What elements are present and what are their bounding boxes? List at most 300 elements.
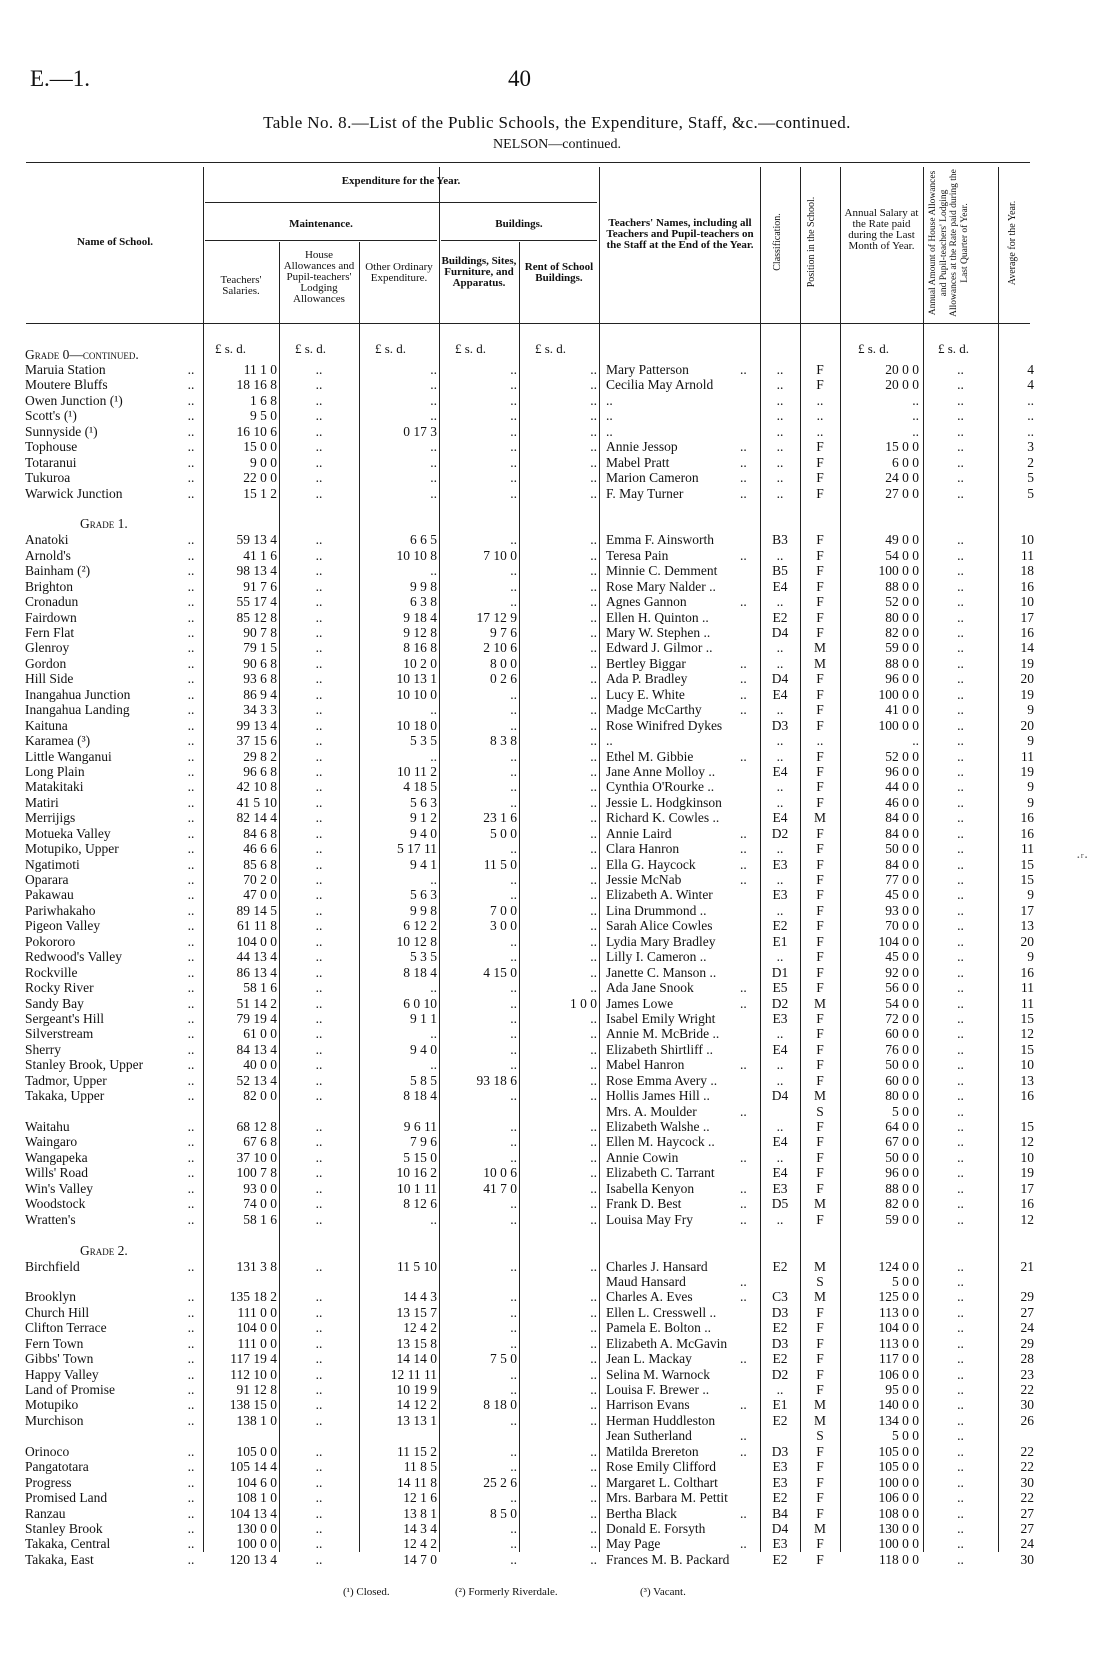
table-title: Table No. 8.—List of the Public Schools, the Expenditure, Staff, &c.—continued. <box>263 113 851 132</box>
school-name: Happy Valley <box>25 1366 99 1382</box>
cell-allow: .. <box>957 609 964 625</box>
school-name: Tukuroa <box>25 470 71 486</box>
cell-pos: M <box>813 1196 826 1212</box>
header-buildings-sites: Buildings, Sites, Furniture, and Apparatus. <box>441 255 517 289</box>
school-name: Pokororo <box>25 933 76 949</box>
cell-allow: .. <box>957 1412 964 1428</box>
cell-other: 11 5 10 <box>397 1258 437 1274</box>
table-row <box>0 1367 1114 1382</box>
cell-avg: 27 <box>1020 1304 1034 1320</box>
table-row <box>0 439 1114 454</box>
table-row <box>0 841 1114 856</box>
cell-rent: .. <box>590 1211 597 1227</box>
cell-sal: 86 13 4 <box>236 964 277 980</box>
cell-ann: 84 0 0 <box>885 810 919 826</box>
school-name: Karamea (³) <box>25 733 91 749</box>
table-row <box>0 903 1114 918</box>
leader-dots: .. <box>740 1057 747 1073</box>
cell-ann: 104 0 0 <box>878 933 919 949</box>
cell-ann: 27 0 0 <box>885 485 919 501</box>
school-name: Inangahua Junction <box>25 686 131 702</box>
cell-house: .. <box>315 547 323 563</box>
cell-other: 5 17 11 <box>397 841 437 857</box>
cell-house: .. <box>315 1149 323 1165</box>
cell-rent: .. <box>590 918 597 934</box>
table-row <box>0 377 1114 392</box>
teacher-name: Maud Hansard <box>606 1273 686 1289</box>
unit-label: £ s. d. <box>215 341 247 356</box>
cell-pos: F <box>816 949 824 965</box>
header-buildings: Buildings. <box>495 218 543 230</box>
cell-other: 13 15 8 <box>396 1335 437 1351</box>
cell-rent: .. <box>590 841 597 857</box>
cell-ann: 108 0 0 <box>878 1505 919 1521</box>
cell-allow: .. <box>957 625 964 640</box>
cell-rent: .. <box>590 1072 597 1088</box>
table-row <box>0 1521 1114 1536</box>
cell-house: .. <box>315 532 323 548</box>
teacher-name: Jessie L. Hodgkinson <box>606 794 722 810</box>
cell-cls: .. <box>776 1057 784 1073</box>
leader-dots: .. <box>187 1382 195 1397</box>
cell-house: .. <box>315 1397 323 1413</box>
cell-ann: .. <box>912 392 919 408</box>
school-name: Fern Flat <box>25 625 75 640</box>
leader-dots: .. <box>187 594 195 610</box>
cell-cls: E3 <box>772 1010 788 1026</box>
page-number: 40 <box>508 66 531 91</box>
cell-avg: 15 <box>1020 856 1034 872</box>
table-row <box>0 1104 1114 1119</box>
cell-house: .. <box>315 779 323 795</box>
teacher-name: Elizabeth A. McGavin <box>606 1335 728 1351</box>
cell-sal: 55 17 4 <box>236 594 277 610</box>
leader-dots: .. <box>187 1459 195 1475</box>
cell-build: 8 5 0 <box>490 1505 517 1521</box>
table-row <box>0 949 1114 964</box>
cell-build: .. <box>510 392 517 408</box>
cell-other: 5 8 5 <box>410 1072 437 1088</box>
cell-ann: 106 0 0 <box>878 1490 919 1506</box>
cell-house: .. <box>315 1088 323 1104</box>
cell-build: 9 7 6 <box>490 625 517 640</box>
cell-ann: 44 0 0 <box>885 779 919 795</box>
cell-sal: 111 0 0 <box>237 1304 277 1320</box>
cell-pos: F <box>816 887 824 903</box>
table-row <box>0 532 1114 547</box>
cell-house: .. <box>315 1551 323 1567</box>
cell-house: .. <box>315 918 323 934</box>
leader-dots: .. <box>187 1351 195 1367</box>
cell-allow: .. <box>957 1320 964 1336</box>
cell-sal: 105 14 4 <box>229 1459 277 1475</box>
table-row <box>0 826 1114 841</box>
table-row <box>0 1536 1114 1551</box>
cell-house: .. <box>315 686 323 702</box>
cell-cls: E5 <box>772 980 788 996</box>
cell-avg: 9 <box>1027 779 1034 795</box>
leader-dots: .. <box>187 933 195 949</box>
cell-house: .. <box>315 625 323 640</box>
cell-ann: 20 0 0 <box>885 377 919 393</box>
cell-pos: F <box>816 794 824 810</box>
cell-avg: 19 <box>1020 763 1034 779</box>
cell-other: 9 9 8 <box>410 902 437 918</box>
document-reference: E.—1. <box>30 66 91 91</box>
cell-sal: 37 10 0 <box>236 1149 277 1165</box>
cell-sal: 37 15 6 <box>236 733 277 749</box>
cell-allow: .. <box>957 655 964 671</box>
cell-sal: 15 0 0 <box>243 439 277 455</box>
cell-pos: F <box>816 1335 824 1351</box>
cell-pos: F <box>816 872 824 887</box>
cell-allow: .. <box>957 1443 964 1459</box>
cell-house: .. <box>315 1057 323 1073</box>
cell-avg: 28 <box>1020 1351 1034 1367</box>
leader-dots: .. <box>187 1165 195 1181</box>
cell-build: .. <box>510 995 517 1011</box>
cell-allow: .. <box>957 949 964 965</box>
cell-house: .. <box>315 439 323 455</box>
leader-dots: .. <box>187 1134 195 1150</box>
cell-house: .. <box>315 392 323 408</box>
leader-dots: .. <box>740 980 747 996</box>
cell-allow: .. <box>957 423 964 439</box>
cell-sal: 47 0 0 <box>243 887 277 903</box>
cell-other: 9 4 1 <box>410 856 437 872</box>
school-name: Tadmor, Upper <box>25 1072 107 1088</box>
table-row <box>0 1150 1114 1165</box>
grade-heading: Grade 0—continued. <box>25 347 139 362</box>
leader-dots: .. <box>740 702 747 718</box>
cell-ann: 80 0 0 <box>885 609 919 625</box>
school-name: Wangapeka <box>25 1149 88 1165</box>
cell-cls: E3 <box>772 887 788 903</box>
leader-dots: .. <box>740 686 747 702</box>
leader-dots: .. <box>187 1320 195 1336</box>
cell-avg: 16 <box>1020 625 1034 640</box>
cell-ann: .. <box>912 408 919 424</box>
leader-dots: .. <box>187 377 195 393</box>
cell-cls: E3 <box>772 1536 788 1552</box>
cell-build: .. <box>510 1057 517 1073</box>
table-row <box>0 764 1114 779</box>
cell-rent: .. <box>590 1382 597 1397</box>
cell-sal: 79 1 5 <box>243 640 277 656</box>
cell-other: 14 7 0 <box>403 1551 437 1567</box>
cell-ann: 54 0 0 <box>885 995 919 1011</box>
header-teachers-names: Teachers' Names, including all Teachers and Pupil-teachers on the Staff at the End of the Year. <box>606 217 754 251</box>
cell-build: .. <box>510 980 517 996</box>
leader-dots: .. <box>187 470 195 486</box>
cell-other: 9 18 4 <box>403 609 437 625</box>
cell-sal: 9 0 0 <box>250 454 277 470</box>
leader-dots: .. <box>187 1010 195 1026</box>
cell-ann: 95 0 0 <box>885 1382 919 1397</box>
cell-avg: 24 <box>1020 1536 1034 1552</box>
cell-pos: F <box>816 1351 824 1367</box>
school-name: Stanley Brook <box>25 1520 103 1536</box>
cell-ann: 59 0 0 <box>885 1211 919 1227</box>
table-row <box>0 455 1114 470</box>
cell-sal: 120 13 4 <box>229 1551 277 1567</box>
leader-dots: .. <box>187 625 195 640</box>
cell-house: .. <box>315 902 323 918</box>
teacher-name: Annie Laird <box>606 825 672 841</box>
cell-other: .. <box>430 748 437 764</box>
leader-dots: .. <box>187 1180 195 1196</box>
cell-pos: M <box>813 1520 826 1536</box>
teacher-name: May Page <box>606 1536 661 1552</box>
cell-cls: D2 <box>771 995 789 1011</box>
cell-house: .. <box>315 423 323 439</box>
teacher-name: Elizabeth Walshe .. <box>606 1119 710 1134</box>
cell-house: .. <box>315 1072 323 1088</box>
cell-ann: 140 0 0 <box>878 1397 919 1413</box>
school-name: Little Wanganui <box>25 748 112 764</box>
cell-allow: .. <box>957 470 964 486</box>
cell-house: .. <box>315 1335 323 1351</box>
teacher-name: Ella G. Haycock <box>606 856 696 872</box>
expenditure-rule <box>205 202 597 203</box>
cell-cls: .. <box>776 423 784 439</box>
teacher-name: Mary W. Stephen .. <box>606 625 711 640</box>
leader-dots: .. <box>187 1088 195 1104</box>
cell-ann: 45 0 0 <box>885 887 919 903</box>
cell-allow: .. <box>957 825 964 841</box>
cell-build: .. <box>510 578 517 594</box>
cell-house: .. <box>315 470 323 486</box>
cell-cls: .. <box>776 1211 784 1227</box>
teacher-name: Rose Mary Nalder .. <box>606 578 716 594</box>
cell-house: .. <box>315 454 323 470</box>
cell-other: 14 11 8 <box>397 1474 437 1490</box>
cell-pos: F <box>816 563 824 579</box>
cell-pos: F <box>816 470 824 486</box>
cell-cls: E4 <box>772 763 788 779</box>
cell-build: 3 0 0 <box>490 918 517 934</box>
teacher-name: Jessie McNab <box>606 872 682 887</box>
teacher-name: Lilly I. Cameron .. <box>606 949 707 965</box>
school-name: Orinoco <box>25 1443 70 1459</box>
cell-rent: .. <box>590 1304 597 1320</box>
cell-ann: 100 0 0 <box>878 717 919 733</box>
cell-allow: .. <box>957 1072 964 1088</box>
cell-pos: F <box>816 1072 824 1088</box>
leader-dots: .. <box>187 964 195 980</box>
cell-pos: M <box>813 655 826 671</box>
school-name: Pigeon Valley <box>25 918 101 934</box>
cell-house: .. <box>315 1351 323 1367</box>
teacher-name: Louisa F. Brewer .. <box>606 1382 710 1397</box>
cell-build: .. <box>510 1536 517 1552</box>
cell-sal: 84 13 4 <box>236 1041 277 1057</box>
leader-dots: .. <box>187 392 195 408</box>
leader-dots: .. <box>740 856 747 872</box>
cell-ann: .. <box>912 733 919 749</box>
teacher-name: .. <box>606 408 613 424</box>
cell-sal: 104 6 0 <box>236 1474 277 1490</box>
teacher-name: Marion Cameron <box>606 470 699 486</box>
cell-cls: E2 <box>772 1412 788 1428</box>
cell-build: 25 2 6 <box>483 1474 517 1490</box>
cell-allow: .. <box>957 686 964 702</box>
header-teachers-salaries: Teachers' Salaries. <box>220 274 262 297</box>
table-row <box>0 424 1114 439</box>
cell-house: .. <box>315 964 323 980</box>
cell-house: .. <box>315 1165 323 1181</box>
cell-ann: 49 0 0 <box>885 532 919 548</box>
cell-avg: 12 <box>1020 1026 1034 1042</box>
cell-ann: 134 0 0 <box>878 1412 919 1428</box>
cell-build: .. <box>510 1088 517 1104</box>
school-name: Clifton Terrace <box>25 1320 107 1336</box>
cell-build: 23 1 6 <box>483 810 517 826</box>
cell-ann: 92 0 0 <box>885 964 919 980</box>
school-name: Church Hill <box>25 1304 90 1320</box>
school-name: Gordon <box>25 655 67 671</box>
cell-cls: E2 <box>772 609 788 625</box>
cell-cls: E3 <box>772 1474 788 1490</box>
cell-rent: .. <box>590 1505 597 1521</box>
cell-sal: 61 11 8 <box>237 918 277 934</box>
cell-cls: .. <box>776 733 784 749</box>
table-row <box>0 687 1114 702</box>
cell-ann: 54 0 0 <box>885 547 919 563</box>
grade-heading-row <box>0 347 1114 362</box>
cell-cls: D3 <box>771 717 789 733</box>
teacher-name: Selina M. Warnock <box>606 1366 711 1382</box>
cell-build: .. <box>510 763 517 779</box>
cell-rent: .. <box>590 733 597 749</box>
leader-dots: .. <box>740 1273 747 1289</box>
cell-ann: 5 0 0 <box>892 1103 919 1119</box>
cell-house: .. <box>315 733 323 749</box>
cell-pos: M <box>813 1397 826 1413</box>
cell-build: .. <box>510 1520 517 1536</box>
cell-cls: .. <box>776 1072 784 1088</box>
cell-pos: F <box>816 1382 824 1397</box>
cell-allow: .. <box>957 1551 964 1567</box>
grade-heading: Grade 1. <box>80 516 128 532</box>
cell-ann: 84 0 0 <box>885 856 919 872</box>
cell-cls: .. <box>776 408 784 424</box>
cell-build: .. <box>510 702 517 718</box>
school-name: Matiri <box>25 794 59 810</box>
school-name: Moutere Bluffs <box>25 377 108 393</box>
cell-other: .. <box>430 1211 437 1227</box>
cell-build: 8 3 8 <box>490 733 517 749</box>
cell-pos: F <box>816 1474 824 1490</box>
cell-other: 11 8 5 <box>403 1459 437 1475</box>
leader-dots: .. <box>740 1103 747 1119</box>
cell-cls: .. <box>776 1382 784 1397</box>
cell-pos: F <box>816 980 824 996</box>
cell-pos: F <box>816 1165 824 1181</box>
cell-pos: F <box>816 702 824 718</box>
cell-avg: 23 <box>1020 1366 1034 1382</box>
cell-sal: 29 8 2 <box>243 748 277 764</box>
cell-allow: .. <box>957 980 964 996</box>
footnote: (¹) Closed. <box>343 1586 390 1598</box>
table-row <box>0 1413 1114 1428</box>
cell-other: 5 6 3 <box>410 794 437 810</box>
cell-build: .. <box>510 1211 517 1227</box>
cell-ann: 77 0 0 <box>885 872 919 887</box>
cell-ann: 100 0 0 <box>878 1536 919 1552</box>
cell-cls: E4 <box>772 1134 788 1150</box>
cell-allow: .. <box>957 671 964 687</box>
table-row <box>0 640 1114 655</box>
cell-house: .. <box>315 1180 323 1196</box>
leader-dots: .. <box>740 1443 747 1459</box>
table-row <box>0 610 1114 625</box>
cell-other: 12 4 2 <box>403 1536 437 1552</box>
cell-cls: .. <box>776 1026 784 1042</box>
cell-other: 12 1 6 <box>403 1490 437 1506</box>
cell-other: 10 13 1 <box>396 671 437 687</box>
spacer-row <box>0 1227 1114 1242</box>
cell-avg: 22 <box>1020 1459 1034 1475</box>
cell-other: .. <box>430 454 437 470</box>
cell-allow: .. <box>957 1536 964 1552</box>
school-name: Inangahua Landing <box>25 702 130 718</box>
cell-cls: .. <box>776 1119 784 1134</box>
cell-allow: .. <box>957 1505 964 1521</box>
teacher-name: Ellen H. Quinton .. <box>606 609 709 625</box>
unit-label: £ s. d. <box>938 341 970 356</box>
cell-allow: .. <box>957 1119 964 1134</box>
cell-pos: F <box>816 1010 824 1026</box>
cell-build: 7 0 0 <box>490 902 517 918</box>
cell-pos: F <box>816 841 824 857</box>
teacher-name: Rose Emma Avery .. <box>606 1072 718 1088</box>
cell-pos: F <box>816 1304 824 1320</box>
cell-build: .. <box>510 748 517 764</box>
cell-house: .. <box>315 1366 323 1382</box>
cell-rent: .. <box>590 856 597 872</box>
cell-build: 8 0 0 <box>490 655 517 671</box>
table-row <box>0 749 1114 764</box>
leader-dots: .. <box>187 825 195 841</box>
cell-sal: 58 1 6 <box>243 1211 277 1227</box>
cell-allow: .. <box>957 532 964 548</box>
teacher-name: Elizabeth C. Tarrant <box>606 1165 715 1181</box>
cell-house: .. <box>315 1382 323 1397</box>
cell-pos: F <box>816 671 824 687</box>
cell-house: .. <box>315 856 323 872</box>
cell-avg: 10 <box>1020 594 1034 610</box>
leader-dots: .. <box>740 1196 747 1212</box>
leader-dots: .. <box>187 1474 195 1490</box>
school-name: Wratten's <box>25 1211 76 1227</box>
cell-allow: .. <box>957 1088 964 1104</box>
cell-ann: 41 0 0 <box>885 702 919 718</box>
leader-dots: .. <box>187 1505 195 1521</box>
cell-other: 11 15 2 <box>397 1443 437 1459</box>
cell-rent: .. <box>590 1459 597 1475</box>
school-name: Scott's (¹) <box>25 408 77 424</box>
table-row <box>0 1274 1114 1289</box>
teacher-name: Ethel M. Gibbie <box>606 748 694 764</box>
cell-allow: .. <box>957 1366 964 1382</box>
cell-avg: 11 <box>1021 547 1034 563</box>
cell-build: .. <box>510 1119 517 1134</box>
cell-allow: .. <box>957 748 964 764</box>
leader-dots: .. <box>740 1289 747 1305</box>
school-name: Progress <box>25 1474 72 1490</box>
cell-build: .. <box>510 1459 517 1475</box>
